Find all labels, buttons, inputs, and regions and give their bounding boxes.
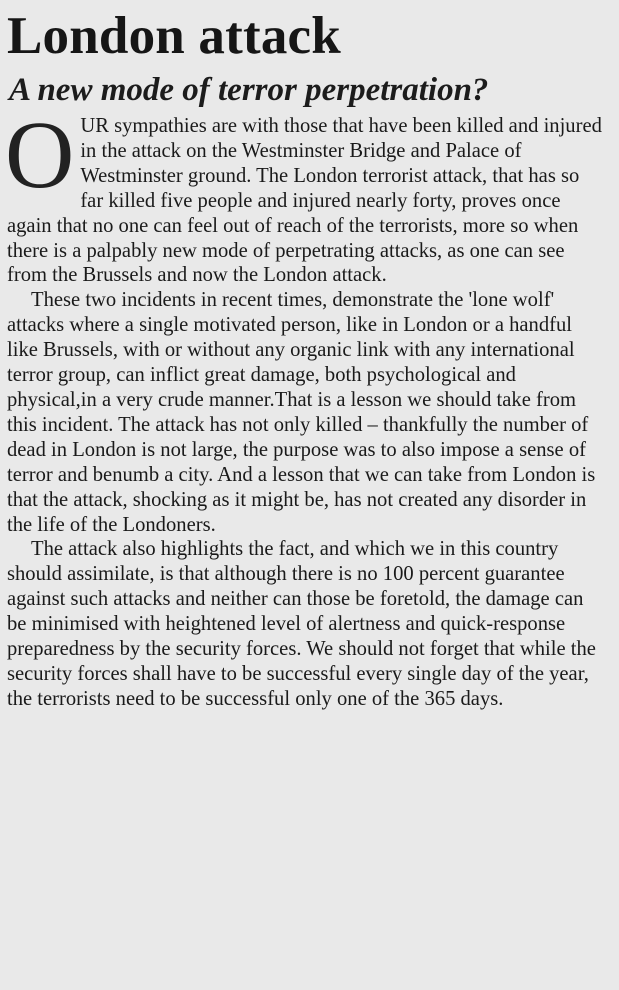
paragraph-3: The attack also highlights the fact, and which we in this country should assimilate, is that although there is no 100 percent guarantee against such attacks and neither can those be foretold, the damage can be minimised with heightened level of alertness and quick-response preparedness by the security forces. We should not forget that while the security forces shall have to be successful every single day of the year, the terrorists need to be successful only one of the 365 days. <box>7 538 596 710</box>
paragraph-1 <box>5 101 605 288</box>
article-body <box>5 101 605 712</box>
paragraph-2: These two incidents in recent times, demonstrate the 'lone wolf' attacks where a single motivated person, like in London or a handful like Brussels, with or without any organic link with any international terror group, can inflict great damage, both psychological and physical,in a very crude manner.That is a lesson we should take from this incident. The attack has not only killed – thankfully the number of dead in London is not large, the purpose was to also impose a sense of terror and benumb a city. And a lesson that we can take from London is that the attack, shocking as it might be, has not created any disorder in the life of the Londoners. <box>7 289 596 536</box>
paragraph-1-text: UR sympathies are with those that have been killed and injured in the attack on the Westminster Bridge and Palace of Westminster ground. The London terrorist attack, that has so far killed five people and injured nearly forty, proves once again that no one can feel out of reach of the terrorists, more so when there is a palpably new mode of perpetrating attacks, as one can see from the Brussels and now the London attack. <box>7 115 602 287</box>
drop-cap: O <box>5 101 75 208</box>
subheadline: A new mode of terror perpetration? <box>9 72 489 108</box>
headline: London attack <box>7 7 341 65</box>
